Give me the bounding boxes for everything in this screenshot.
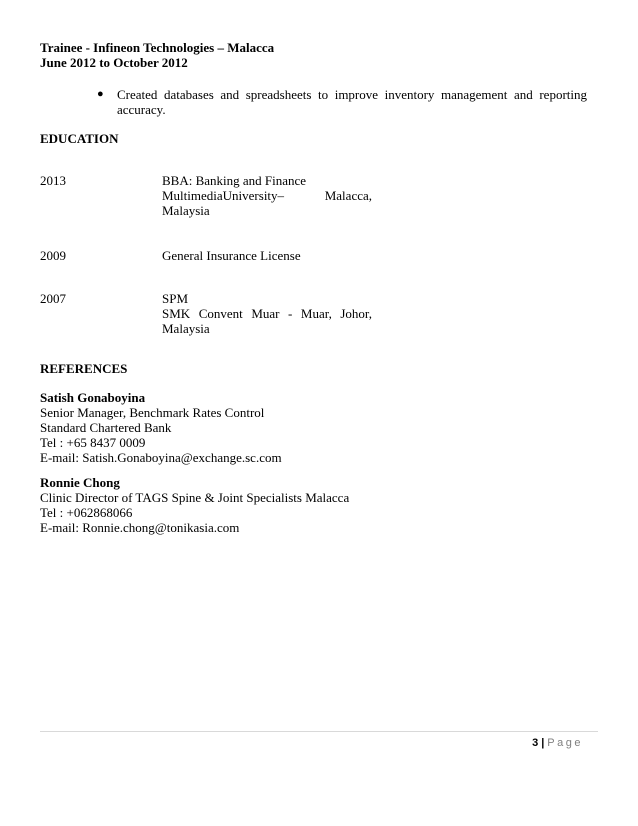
education-heading: EDUCATION [40,131,119,146]
reference-role: Clinic Director of TAGS Spine & Joint Specialists Malacca [40,490,350,505]
page-number: 3 [532,737,539,749]
education-line: General Insurance License [162,248,301,263]
page-number-footer [532,736,583,751]
reference-name: Satish Gonaboyina [40,390,146,405]
education-line: BBA: Banking and Finance [162,173,307,188]
job-title: Trainee - Infineon Technologies – Malacca [40,40,275,55]
education-year: 2013 [40,173,66,188]
education-line: SPM [162,291,189,306]
reference-phone: Tel : +062868066 [40,505,133,520]
education-line: MultimediaUniversity– Malacca, [162,188,372,203]
reference-company: Standard Chartered Bank [40,420,172,435]
reference-role: Senior Manager, Benchmark Rates Control [40,405,265,420]
references-heading: REFERENCES [40,361,128,376]
education-line: SMK Convent Muar - Muar, Johor, [162,306,372,321]
education-line: Malaysia [162,203,210,218]
bullet-icon: ● [97,88,104,100]
reference-entry [40,390,560,465]
job-dates: June 2012 to October 2012 [40,55,188,70]
footer-separator: | [541,737,545,749]
reference-phone: Tel : +65 8437 0009 [40,435,146,450]
reference-email: E-mail: Ronnie.chong@tonikasia.com [40,520,240,535]
education-detail [162,248,372,263]
footer-divider [40,731,598,732]
education-year: 2009 [40,248,66,263]
reference-entry [40,475,560,535]
bullet-item [97,87,587,117]
reference-name: Ronnie Chong [40,475,120,490]
page-word: Page [547,737,583,749]
education-detail [162,291,372,336]
education-detail [162,173,372,218]
bullet-text: Created databases and spreadsheets to improve inventory management and reporting accuracy. [117,87,587,117]
reference-email: E-mail: Satish.Gonaboyina@exchange.sc.com [40,450,282,465]
education-year: 2007 [40,291,66,306]
education-line: Malaysia [162,321,210,336]
